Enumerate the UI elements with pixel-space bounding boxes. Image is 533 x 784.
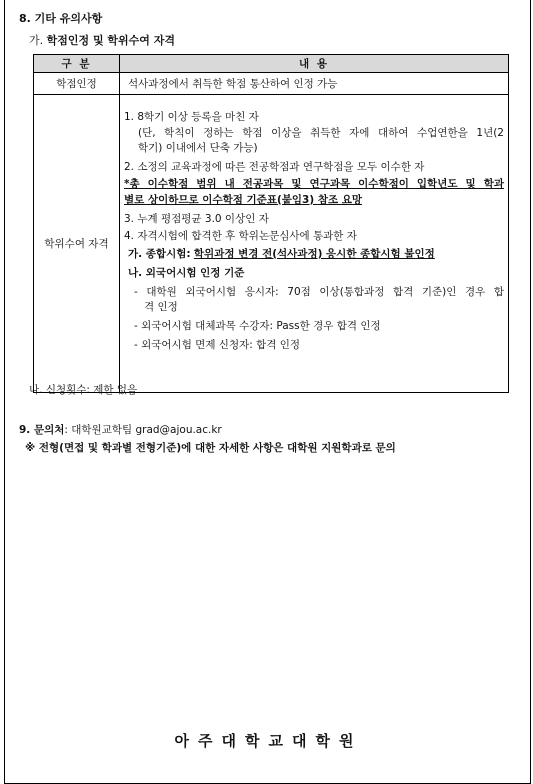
item1-line2: (단, 학칙이 정하는 학점 이상을 취득한 자에 대하여 수업연한을 1년(2 (138, 126, 504, 139)
item1-line3: 학기) 이내에서 단축 가능) (138, 141, 258, 154)
header-content: 내 용 (120, 55, 509, 73)
degree-content-cell (120, 95, 509, 393)
sub-b-line: 나. 외국어시험 인정 기준 (128, 266, 245, 279)
section-8-title: 8. 기타 유의사항 (19, 12, 103, 25)
item2-line: 2. 소정의 교육과정에 따른 전공학점과 연구학점을 모두 이수한 자 (124, 160, 425, 173)
table-header-row (34, 55, 509, 73)
dash2-line: - 외국어시험 대체과목 수강자: Pass한 경우 합격 인정 (134, 319, 381, 332)
table-row-credit (34, 73, 509, 95)
item3-line: 3. 누계 평점평균 3.0 이상인 자 (124, 212, 269, 225)
section-9-contact (19, 422, 222, 437)
sub-a-label: 가. 종합시험: (128, 247, 191, 260)
subsection-a-prefix: 가. (29, 34, 47, 47)
item2-note-line1: *총 이수학점 범위 내 전공과목 및 연구과목 이수학점이 입학년도 및 학과 (124, 177, 504, 190)
degree-content (120, 96, 508, 392)
requirements-table (33, 54, 509, 393)
dash1-line2: 격 인정 (144, 300, 178, 313)
footer-university-name: 아주대학교대학원 (174, 732, 363, 750)
item2-note-line2: 별로 상이하므로 이수학점 기준표(붙임3) 참조 요망 (124, 193, 363, 206)
document-page (4, 0, 531, 784)
section-9-text: : 대학원교학팀 grad@ajou.ac.kr (64, 424, 222, 436)
item1-line1: 1. 8학기 이상 등록을 마친 자 (124, 110, 259, 123)
credit-category: 학점인정 (34, 73, 120, 95)
header-category: 구 분 (34, 55, 120, 73)
item4-line: 4. 자격시험에 합격한 후 학위논문심사에 통과한 자 (124, 229, 357, 242)
subsection-a-heading: 학점인정 및 학위수여 자격 (46, 34, 175, 47)
subsection-a-title (29, 32, 175, 48)
dash3-line: - 외국어시험 면제 신청자: 합격 인정 (134, 338, 301, 351)
degree-category: 학위수여 자격 (34, 95, 120, 393)
table-row-degree (34, 95, 509, 393)
dash1-line1: - 대학원 외국어시험 응시자: 70점 이상(통합과정 합격 기준)인 경우 합 (134, 285, 504, 298)
subsection-b-text: 나. 신청횟수: 제한 없음 (29, 384, 138, 396)
section-9-label: 9. 문의처 (19, 424, 65, 436)
remark-note: ※ 전형(면접 및 학과별 전형기준)에 대한 자세한 사항은 대학원 지원학과로 문의 (25, 442, 396, 454)
sub-a-text: 학위과정 변경 전(석사과정) 응시한 종합시험 불인정 (193, 247, 435, 260)
sub-a-line (128, 247, 504, 261)
credit-content: 석사과정에서 취득한 학점 통산하여 인정 가능 (120, 73, 509, 95)
